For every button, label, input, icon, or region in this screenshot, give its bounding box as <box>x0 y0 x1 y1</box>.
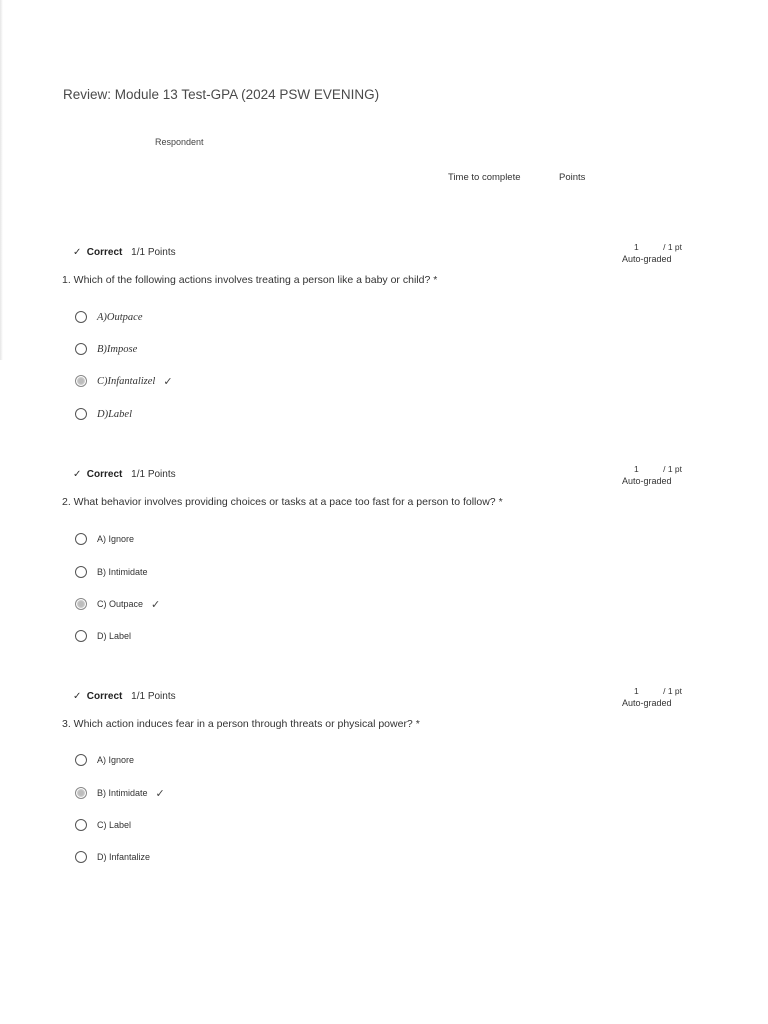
option-a[interactable] <box>75 310 142 324</box>
score <box>634 686 682 696</box>
checkmark-icon: ✓ <box>73 469 82 480</box>
status-line <box>73 691 176 702</box>
radio-icon[interactable] <box>75 566 87 578</box>
radio-icon[interactable] <box>75 343 87 355</box>
option-label: D) Label <box>97 631 132 641</box>
status-correct: Correct <box>86 691 123 702</box>
radio-icon[interactable] <box>75 533 87 545</box>
status-correct: Correct <box>86 247 123 258</box>
score-value: 1 <box>634 686 639 696</box>
correct-checkmark-icon: ✓ <box>151 598 161 611</box>
radio-icon[interactable] <box>75 754 87 766</box>
status-line <box>73 247 176 258</box>
question-text: 1. Which of the following actions involves treating a person like a baby or child? * <box>62 274 438 286</box>
question-text: 3. Which action induces fear in a person through threats or physical power? * <box>62 718 420 730</box>
option-b[interactable] <box>75 565 148 579</box>
radio-selected-icon[interactable] <box>75 598 87 610</box>
option-b[interactable] <box>75 786 165 800</box>
points-earned: 1/1 Points <box>131 247 176 258</box>
question-text: 2. What behavior involves providing choices or tasks at a pace too fast for a person to follow? * <box>62 496 503 508</box>
option-label: B)Impose <box>97 343 138 355</box>
option-label: C)Infantalizel <box>97 375 156 387</box>
option-label: D)Label <box>97 408 132 420</box>
option-c[interactable] <box>75 597 160 611</box>
score <box>634 242 682 252</box>
radio-icon[interactable] <box>75 630 87 642</box>
option-a[interactable] <box>75 532 134 546</box>
grading-type: Auto-graded <box>622 698 672 708</box>
points-label: Points <box>559 172 586 183</box>
option-c[interactable] <box>75 374 173 388</box>
option-d[interactable] <box>75 850 150 864</box>
option-label: C) Outpace <box>97 599 144 609</box>
option-label: A)Outpace <box>97 311 143 323</box>
grading-type: Auto-graded <box>622 476 672 486</box>
score-max: / 1 pt <box>663 242 683 252</box>
radio-icon[interactable] <box>75 311 87 323</box>
score-max: / 1 pt <box>663 464 683 474</box>
score <box>634 464 682 474</box>
radio-icon[interactable] <box>75 851 87 863</box>
option-label: A) Ignore <box>97 534 135 544</box>
radio-selected-icon[interactable] <box>75 375 87 387</box>
radio-icon[interactable] <box>75 819 87 831</box>
option-d[interactable] <box>75 407 132 421</box>
points-earned: 1/1 Points <box>131 469 176 480</box>
correct-checkmark-icon: ✓ <box>155 787 165 800</box>
points-earned: 1/1 Points <box>131 691 176 702</box>
radio-icon[interactable] <box>75 408 87 420</box>
score-value: 1 <box>634 464 639 474</box>
status-line <box>73 469 176 480</box>
status-correct: Correct <box>86 469 123 480</box>
option-label: C) Label <box>97 820 132 830</box>
respondent-label: Respondent <box>155 137 204 147</box>
page-edge-shadow <box>0 0 3 360</box>
option-c[interactable] <box>75 818 131 832</box>
option-a[interactable] <box>75 753 134 767</box>
score-max: / 1 pt <box>663 686 683 696</box>
checkmark-icon: ✓ <box>73 691 82 702</box>
page-title: Review: Module 13 Test-GPA (2024 PSW EVENING) <box>63 87 380 102</box>
option-b[interactable] <box>75 342 137 356</box>
checkmark-icon: ✓ <box>73 247 82 258</box>
option-label: B) Intimidate <box>97 567 148 577</box>
option-label: A) Ignore <box>97 755 135 765</box>
time-to-complete-label: Time to complete <box>448 172 521 183</box>
score-value: 1 <box>634 242 639 252</box>
radio-selected-icon[interactable] <box>75 787 87 799</box>
correct-checkmark-icon: ✓ <box>163 375 173 388</box>
option-d[interactable] <box>75 629 131 643</box>
grading-type: Auto-graded <box>622 254 672 264</box>
option-label: B) Intimidate <box>97 788 148 798</box>
option-label: D) Infantalize <box>97 852 151 862</box>
